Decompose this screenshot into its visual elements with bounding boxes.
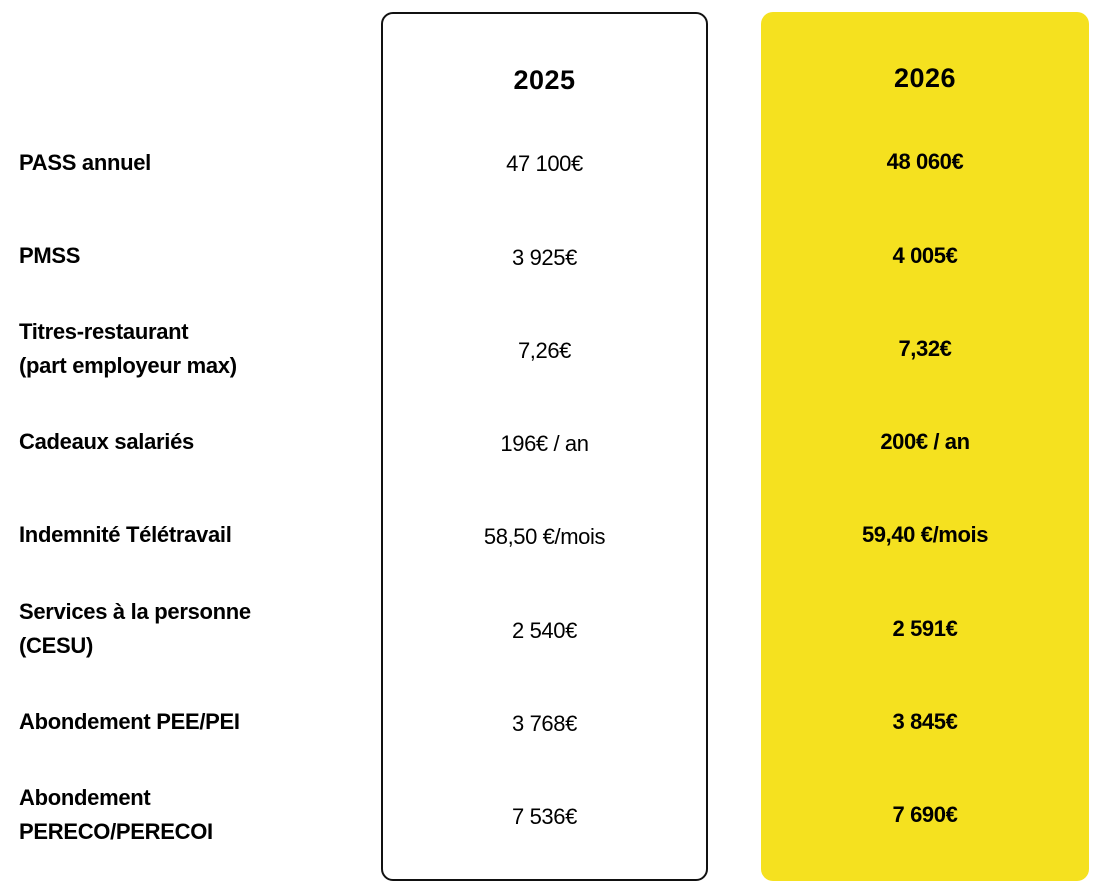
- value-2025-titres-restaurant: 7,26€: [517, 338, 572, 363]
- column-2026: [761, 12, 1089, 881]
- value-2025-indemnite-teletravail: 58,50 €/mois: [483, 524, 606, 549]
- row-label-indemnite-teletravail: [19, 518, 359, 552]
- value-2026-pass-annuel: 48 060€: [886, 149, 964, 174]
- value-2025-abondement-pereco: 7 536€: [512, 804, 577, 829]
- column-2025: [381, 12, 708, 881]
- row-label-titres-restaurant: [19, 315, 359, 383]
- value-2026-abondement-pee-pei: 3 845€: [892, 709, 958, 734]
- value-2026-indemnite-teletravail: 59,40 €/mois: [861, 522, 989, 547]
- row-label-line1: Titres-restaurant: [19, 319, 189, 344]
- row-label-cadeaux-salaries: [19, 425, 359, 459]
- row-label-line1: Services à la personne: [19, 599, 251, 624]
- row-label-line2: (CESU): [19, 633, 93, 658]
- value-2026-titres-restaurant: 7,32€: [898, 336, 952, 361]
- row-label-line1: PASS annuel: [19, 150, 151, 175]
- row-label-line1: Indemnité Télétravail: [19, 522, 232, 547]
- row-label-line1: Abondement PEE/PEI: [19, 709, 240, 734]
- value-2026-pmss: 4 005€: [892, 243, 958, 268]
- column-header-2026: 2026: [893, 63, 957, 93]
- row-label-line1: Cadeaux salariés: [19, 429, 194, 454]
- row-label-pass-annuel: [19, 146, 359, 180]
- row-label-services-personne: [19, 595, 359, 663]
- value-2025-cadeaux-salaries: 196€ / an: [500, 431, 589, 456]
- value-2025-pass-annuel: 47 100€: [506, 151, 583, 176]
- row-label-abondement-pee-pei: [19, 705, 359, 739]
- row-label-line1: Abondement: [19, 785, 151, 810]
- row-label-line2: (part employeur max): [19, 353, 237, 378]
- value-2025-abondement-pee-pei: 3 768€: [512, 711, 577, 736]
- value-2026-services-personne: 2 591€: [892, 616, 958, 641]
- value-2026-abondement-pereco: 7 690€: [892, 802, 958, 827]
- row-label-line1: PMSS: [19, 243, 81, 268]
- value-2025-services-personne: 2 540€: [512, 618, 577, 643]
- row-label-line2: PERECO/PERECOI: [19, 819, 213, 844]
- value-2026-cadeaux-salaries: 200€ / an: [880, 429, 970, 454]
- row-label-abondement-pereco: [19, 781, 359, 849]
- value-2025-pmss: 3 925€: [512, 245, 577, 270]
- row-label-pmss: [19, 239, 359, 273]
- column-header-2025: 2025: [513, 65, 576, 95]
